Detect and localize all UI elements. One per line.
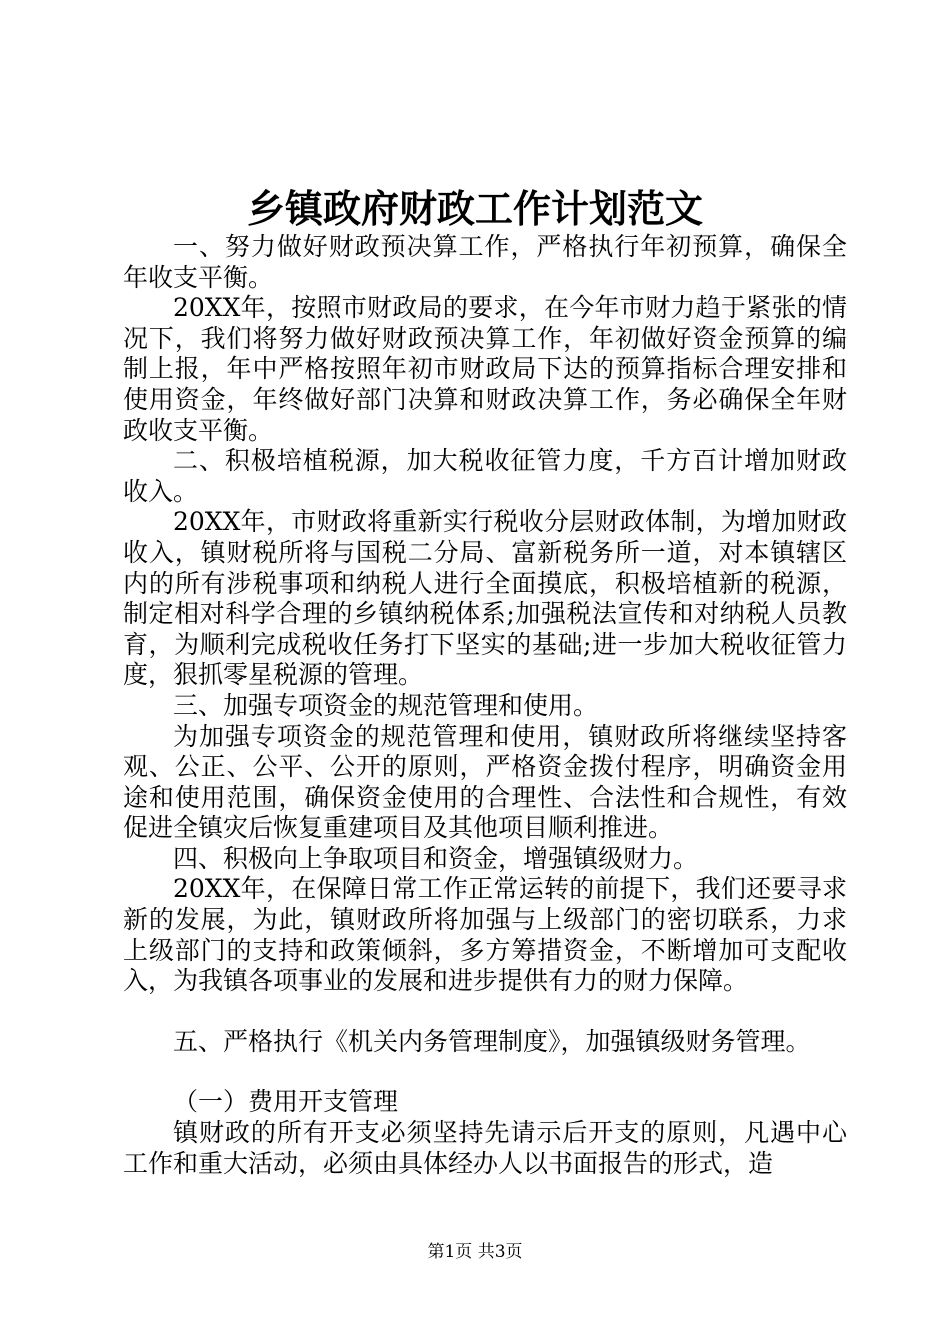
- document-title: 乡镇政府财政工作计划范文: [246, 186, 703, 231]
- paragraph-section-2-body: 20XX年，市财政将重新实行税收分层财政体制，为增加财政收入，镇财税所将与国税二分局、富新税务所一道，对本镇辖区内的所有涉税事项和纳税人进行全面摸底，积极培植新的税源，制定相对科学合理的乡镇纳税体系;加强税法宣传和对纳税人员教育，为顺利完成税收任务打下坚实的基础;进一步加大税收征管力度，狠抓零星税源的管理。: [123, 507, 847, 690]
- paragraph-section-1-body: 20XX年，按照市财政局的要求，在今年市财力趋于紧张的情况下，我们将努力做好财政预决算工作，年初做好资金预算的编制上报，年中严格按照年初市财政局下达的预算指标合理安排和使用资金，年终做好部门决算和财政决算工作，务必确保全年财政收支平衡。: [123, 293, 847, 445]
- paragraph-section-3-body: 为加强专项资金的规范管理和使用，镇财政所将继续坚持客观、公正、公平、公开的原则，严格资金拨付程序，明确资金用途和使用范围，确保资金使用的合理性、合法性和合规性，有效促进全镇灾后恢复重建项目及其他项目顺利推进。: [123, 721, 847, 843]
- paragraph-section-1-heading: 一、努力做好财政预决算工作，严格执行年初预算，确保全年收支平衡。: [123, 232, 847, 292]
- paragraph-section-2-heading: 二、积极培植税源，加大税收征管力度，千方百计增加财政收入。: [123, 446, 847, 506]
- paragraph-section-3-heading: 三、加强专项资金的规范管理和使用。: [173, 690, 599, 720]
- paragraph-subsection-1-heading: （一）费用开支管理: [173, 1087, 399, 1117]
- paragraph-section-5-heading: 五、严格执行《机关内务管理制度》，加强镇级财务管理。: [173, 1026, 811, 1056]
- paragraph-section-4-body: 20XX年，在保障日常工作正常运转的前提下，我们还要寻求新的发展，为此，镇财政所将加强与上级部门的密切联系，力求上级部门的支持和政策倾斜，多方筹措资金，不断增加可支配收入，为我镇各项事业的发展和进步提供有力的财力保障。: [123, 874, 847, 996]
- page-number-indicator: 第1页 共3页: [427, 1242, 523, 1262]
- document-body: [123, 232, 847, 1179]
- paragraph-subsection-1-body: 镇财政的所有开支必须坚持先请示后开支的原则，凡遇中心工作和重大活动，必须由具体经办人以书面报告的形式，造: [123, 1118, 847, 1178]
- paragraph-section-4-heading: 四、积极向上争取项目和资金，增强镇级财力。: [173, 843, 699, 873]
